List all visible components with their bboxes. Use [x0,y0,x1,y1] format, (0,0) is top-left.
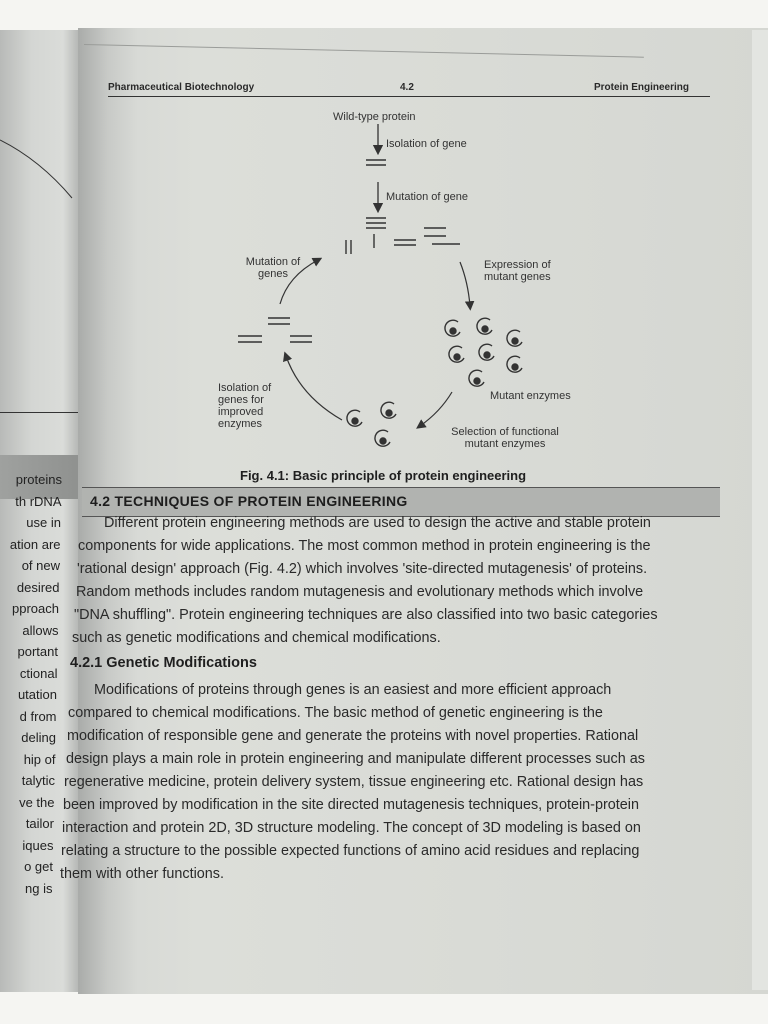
subsection-heading: 4.2.1 Genetic Modifications [70,655,257,671]
enzyme-icon [507,356,522,372]
margin-fragment: iques [22,837,54,853]
paragraph-line: components for wide applications. The most common method in protein engineering is the [78,538,651,554]
paragraph-line: 'rational design' approach (Fig. 4.2) which involves 'site-directed mutagenesis' of proteins. [77,561,648,577]
label-mutation-of-gene: Mutation of gene [386,191,468,203]
gene-symbols-left [238,318,312,342]
margin-fragment: of new [21,558,60,573]
paragraph-line: interaction and protein 2D, 3D structure modeling. The concept of 3D modeling is based on [62,820,641,836]
paragraph-line: Different protein engineering methods are used to design the active and stable protein [104,515,651,531]
paragraph-line: modification of responsible gene and generate the proteins with novel properties. Rational [67,728,639,744]
margin-fragment: o get [24,859,53,874]
header-chapter-title: Protein Engineering [594,82,690,93]
header-book-title: Pharmaceutical Biotechnology [108,82,255,93]
label-mutant-enzymes: Mutant enzymes [490,390,571,402]
margin-fragment: talytic [21,773,55,788]
margin-fragment: ctional [19,665,58,681]
paragraph-line: regenerative medicine, protein delivery system, tissue engineering etc. Rational design has [64,774,644,790]
margin-fragment: d from [19,708,57,724]
margin-fragment: ve the [19,794,55,810]
enzyme-icon [477,318,492,334]
enzyme-icon [507,330,522,346]
cycle-arrows [280,260,470,426]
enzyme-icon [375,430,390,446]
enzyme-icon [445,320,460,336]
label-isolation-of-gene: Isolation of gene [386,138,467,150]
paragraph-line: "DNA shuffling". Protein engineering techniques are also classified into two basic categories [74,607,658,623]
label-selection-functional-enzymes: Selection of functional mutant enzymes [451,426,559,450]
enzyme-icon [449,346,464,362]
paragraph-line: Random methods includes random mutagenesis and evolutionary methods which involve [76,584,644,600]
gene-symbol-single [366,160,386,165]
margin-fragment: hip of [23,751,56,767]
margin-fragment: th rDNA [15,493,62,509]
margin-fragment: deling [21,730,56,745]
label-wild-type-protein: Wild-type protein [333,111,416,123]
enzyme-icon [381,402,396,418]
margin-fragment: pproach [12,601,59,616]
margin-fragment: use in [26,515,61,530]
margin-fragment: tailor [25,816,54,831]
margin-fragment: utation [17,687,57,702]
margin-fragment: ng is [25,880,53,896]
label-isolation-improved-enzymes: Isolation of genes for improved enzymes [218,382,272,430]
figure-caption: Fig. 4.1: Basic principle of protein engineering [240,468,527,483]
label-mutation-of-genes: Mutation of genes [245,256,301,280]
header-page-number: 4.2 [400,82,414,93]
enzyme-icon [347,410,362,426]
label-expression-of-mutant-genes: Expression of mutant genes [484,259,551,283]
enzyme-icon [469,370,484,386]
paragraph-line: such as genetic modifications and chemical modifications. [72,630,441,646]
paragraph-line: been improved by modification in the site directed mutagenesis techniques, protein-protein [63,797,639,813]
margin-fragment: portant [17,644,58,659]
margin-fragment: desired [16,579,60,595]
margin-fragment: proteins [15,472,62,487]
paragraph-line: Modifications of proteins through genes is an easiest and more efficient approach [94,682,612,698]
paragraph-line: relating a structure to the possible expected functions of amino acid residues and replacing [61,843,640,859]
paragraph-line: them with other functions. [60,866,224,882]
section-heading: 4.2 TECHNIQUES OF PROTEIN ENGINEERING [90,493,408,509]
paragraph-line: design plays a main role in protein engineering and manipulate different processes such as [66,751,645,767]
margin-fragment: allows [22,622,59,638]
paragraph-line: compared to chemical modifications. The basic method of genetic engineering is the [68,705,603,721]
gene-symbols-mutated [346,218,460,254]
enzyme-icon [479,344,494,360]
margin-fragment: ation are [9,536,61,552]
